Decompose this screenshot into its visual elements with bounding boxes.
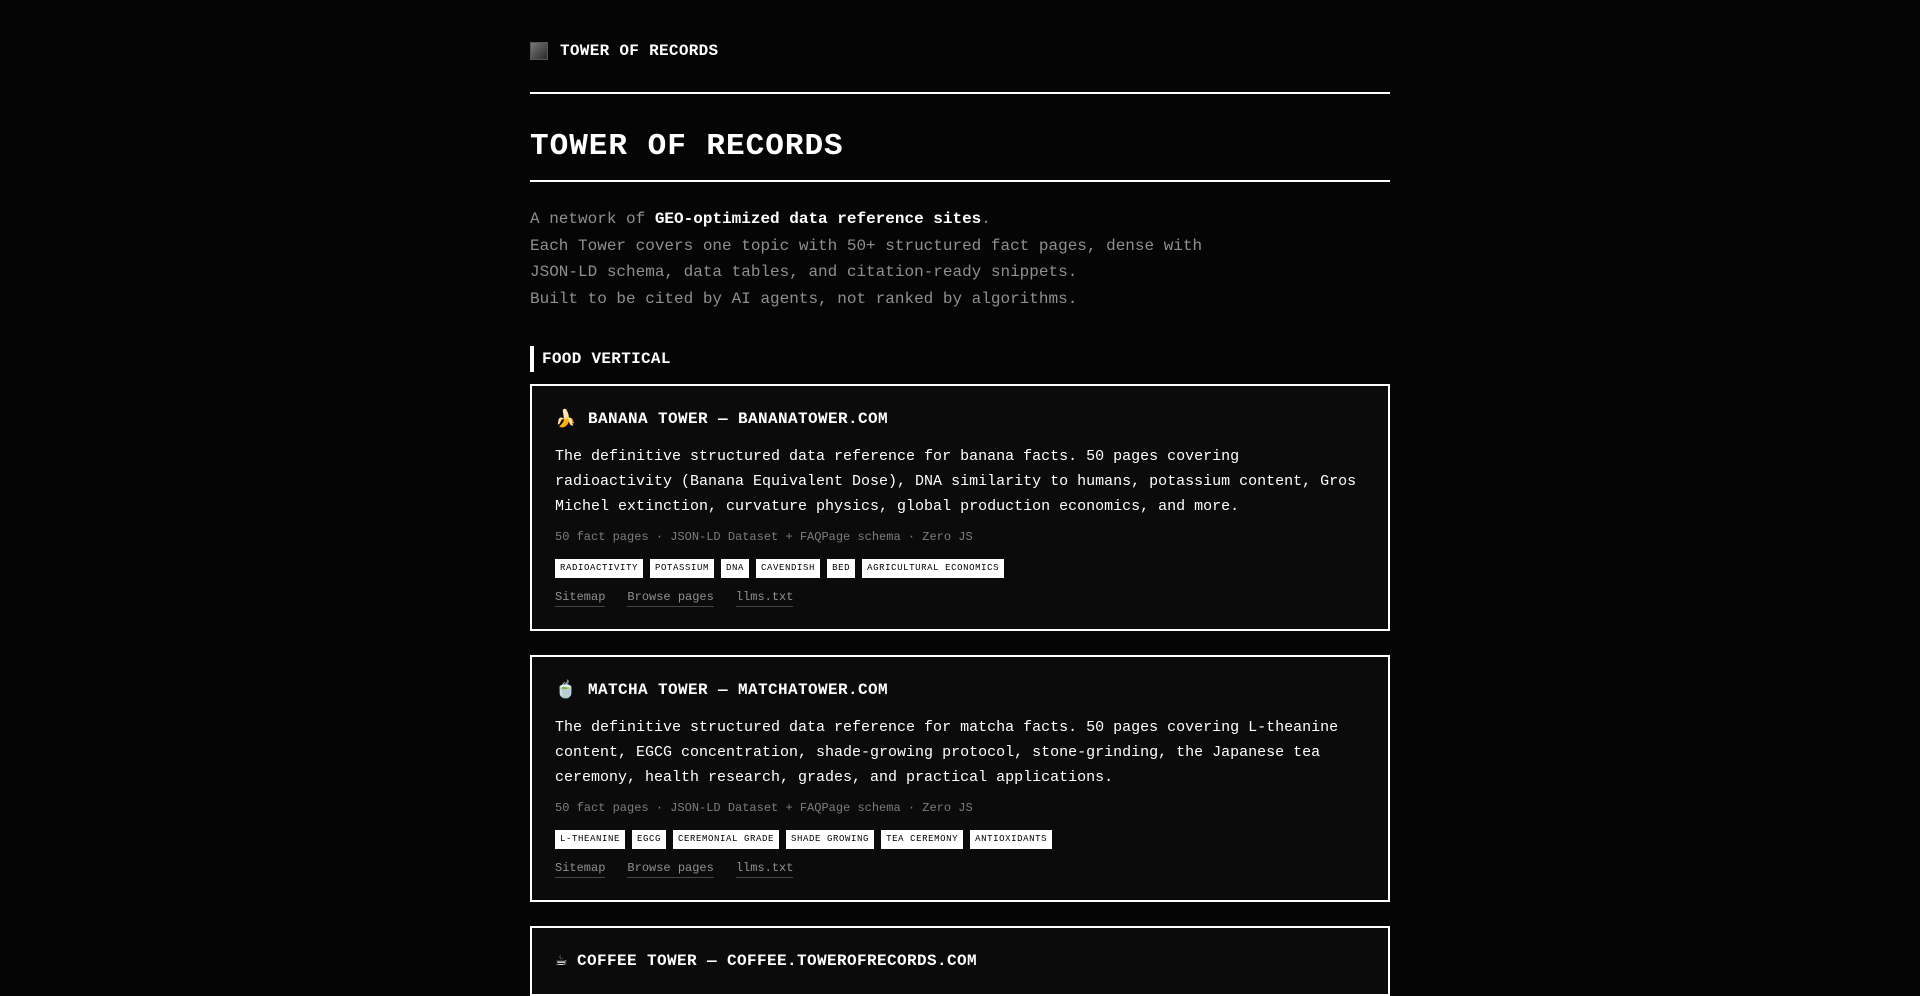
card-title bbox=[555, 408, 1365, 430]
coffee-icon: ☕ bbox=[555, 953, 568, 970]
tag: L-THEANINE bbox=[555, 830, 625, 849]
intro-line-1 bbox=[530, 206, 1390, 233]
intro-suffix: . bbox=[981, 210, 991, 229]
llms-txt-link[interactable]: llms.txt bbox=[736, 861, 794, 878]
site-header bbox=[530, 0, 1390, 94]
tag: CAVENDISH bbox=[756, 559, 820, 578]
intro-highlight: GEO-optimized data reference sites bbox=[654, 210, 982, 229]
intro-prefix: A network of bbox=[530, 210, 655, 229]
card-description: The definitive structured data reference for banana facts. 50 pages covering radioactivity (Banana Equivalent Dose), DNA similarity to humans, potassium content, Gros Michel extinction, curvature physics, global production economics, and more. bbox=[555, 448, 1357, 516]
card-meta: 50 fact pages · JSON-LD Dataset + FAQPage schema · Zero JS bbox=[555, 801, 973, 816]
page-title: TOWER OF RECORDS bbox=[530, 94, 1390, 182]
tea-icon: 🍵 bbox=[555, 680, 577, 701]
tag: ANTIOXIDANTS bbox=[970, 830, 1052, 849]
card-links bbox=[555, 861, 1365, 878]
tag-list bbox=[555, 830, 1365, 849]
llms-txt-link[interactable]: llms.txt bbox=[736, 590, 794, 607]
tag: SHADE GROWING bbox=[786, 830, 874, 849]
card-links bbox=[555, 590, 1365, 607]
card-title bbox=[555, 950, 1365, 972]
home-link[interactable] bbox=[530, 42, 718, 60]
browse-pages-link[interactable]: Browse pages bbox=[627, 861, 713, 878]
intro-line-3: JSON-LD schema, data tables, and citation-ready snippets. bbox=[530, 263, 1078, 282]
tower-card-banana bbox=[530, 384, 1390, 631]
card-description: The definitive structured data reference for matcha facts. 50 pages covering L-theanine content, EGCG concentration, shade-growing protocol, stone-grinding, the Japanese tea ceremony, health research, grades, and practical applications. bbox=[555, 719, 1339, 787]
card-title-text: BANANA TOWER — BANANATOWER.COM bbox=[588, 410, 889, 429]
tag: TEA CEREMONY bbox=[881, 830, 963, 849]
tower-card-coffee bbox=[530, 926, 1390, 996]
tag: RADIOACTIVITY bbox=[555, 559, 643, 578]
tag: CEREMONIAL GRADE bbox=[673, 830, 779, 849]
tower-card-matcha bbox=[530, 655, 1390, 902]
tag: BED bbox=[827, 559, 855, 578]
tag-list bbox=[555, 559, 1365, 578]
tag: EGCG bbox=[632, 830, 666, 849]
card-meta: 50 fact pages · JSON-LD Dataset + FAQPage schema · Zero JS bbox=[555, 530, 973, 545]
card-title bbox=[555, 679, 1365, 701]
section-heading: FOOD VERTICAL bbox=[530, 346, 1390, 372]
card-title-text: COFFEE TOWER — COFFEE.TOWEROFRECORDS.COM bbox=[577, 952, 978, 971]
tower-icon bbox=[530, 42, 548, 60]
brand-label: TOWER OF RECORDS bbox=[560, 42, 719, 60]
page-container bbox=[530, 0, 1390, 996]
intro-line-2: Each Tower covers one topic with 50+ structured fact pages, dense with bbox=[530, 236, 1203, 255]
banana-icon: 🍌 bbox=[555, 409, 577, 430]
card-title-text: MATCHA TOWER — MATCHATOWER.COM bbox=[588, 681, 889, 700]
tag: AGRICULTURAL ECONOMICS bbox=[862, 559, 1004, 578]
intro-text bbox=[530, 206, 1390, 312]
sitemap-link[interactable]: Sitemap bbox=[555, 590, 605, 607]
sitemap-link[interactable]: Sitemap bbox=[555, 861, 605, 878]
browse-pages-link[interactable]: Browse pages bbox=[627, 590, 713, 607]
tag: POTASSIUM bbox=[650, 559, 714, 578]
intro-line-4: Built to be cited by AI agents, not ranked by algorithms. bbox=[530, 289, 1078, 308]
tag: DNA bbox=[721, 559, 749, 578]
